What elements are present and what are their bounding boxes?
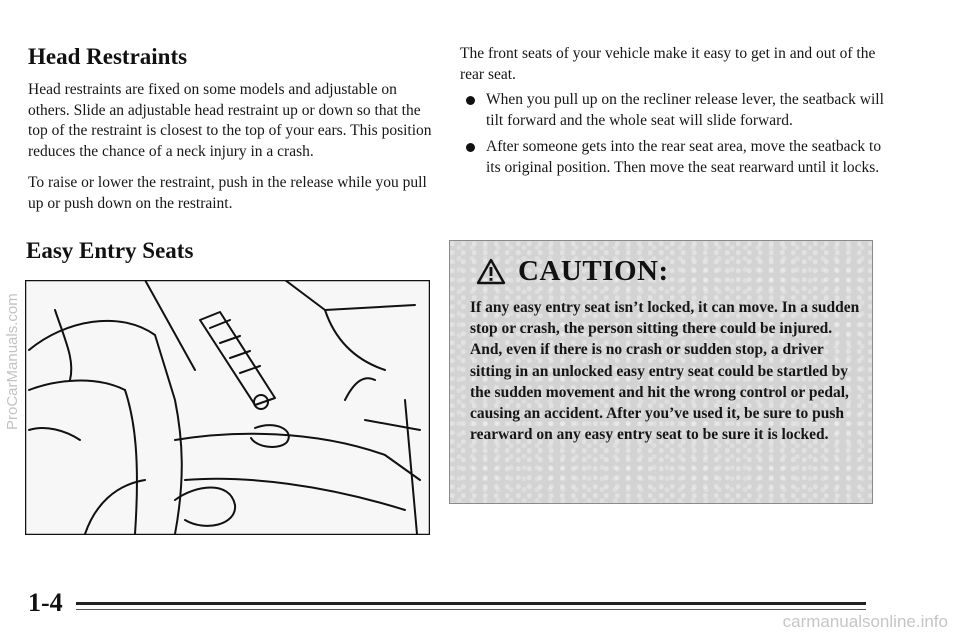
easy-entry-seats-heading: Easy Entry Seats bbox=[26, 238, 194, 263]
footer-rule-thin bbox=[76, 609, 866, 610]
seat-lever-drawing bbox=[25, 280, 430, 535]
bullet-text: After someone gets into the rear seat area, move the seatback to its original position. Then move the seat rearward until it locks. bbox=[486, 138, 882, 176]
bullet-icon bbox=[466, 96, 475, 105]
caution-text: If any easy entry seat isn’t locked, it can move. In a sudden stop or crash, the person sitting there could be injured. And, even if there is no crash or sudden stop, a driver sitting in an unlocked easy entry seat could be startled by the sudden movement and hit the wrong control or pedal, causing an accident. After you’ve used it, be sure to push rearward on any easy entry seat to be sure it is locked. bbox=[470, 299, 860, 444]
easy-entry-bullet-list bbox=[460, 90, 890, 184]
head-restraints-paragraph-2: To raise or lower the restraint, push in the release while you pull up or push down on the restraint. bbox=[28, 174, 427, 212]
caution-box bbox=[449, 240, 873, 504]
list-item bbox=[460, 90, 890, 131]
list-item bbox=[460, 137, 890, 178]
head-restraints-heading: Head Restraints bbox=[28, 44, 188, 69]
head-restraints-paragraph-1: Head restraints are fixed on some models and adjustable on others. Slide an adjustable head restraint up or down so that the top of the restraint is closest to the top of your ears. This position reduces the chance of a neck injury in a crash. bbox=[28, 81, 432, 160]
warning-triangle-icon bbox=[476, 258, 506, 285]
bullet-icon bbox=[466, 143, 475, 152]
bottom-watermark: carmanualsonline.info bbox=[782, 612, 948, 631]
caution-header bbox=[476, 255, 669, 288]
footer-rule bbox=[76, 602, 866, 605]
bullet-text: When you pull up on the recliner release lever, the seatback will tilt forward and the whole seat will slide forward. bbox=[486, 91, 884, 129]
easy-entry-intro: The front seats of your vehicle make it easy to get in and out of the rear seat. bbox=[460, 45, 876, 83]
left-watermark: ProCarManuals.com bbox=[4, 293, 21, 430]
easy-entry-seat-illustration bbox=[25, 280, 430, 535]
caution-title: CAUTION: bbox=[518, 255, 669, 287]
page-number: 1-4 bbox=[28, 588, 63, 617]
